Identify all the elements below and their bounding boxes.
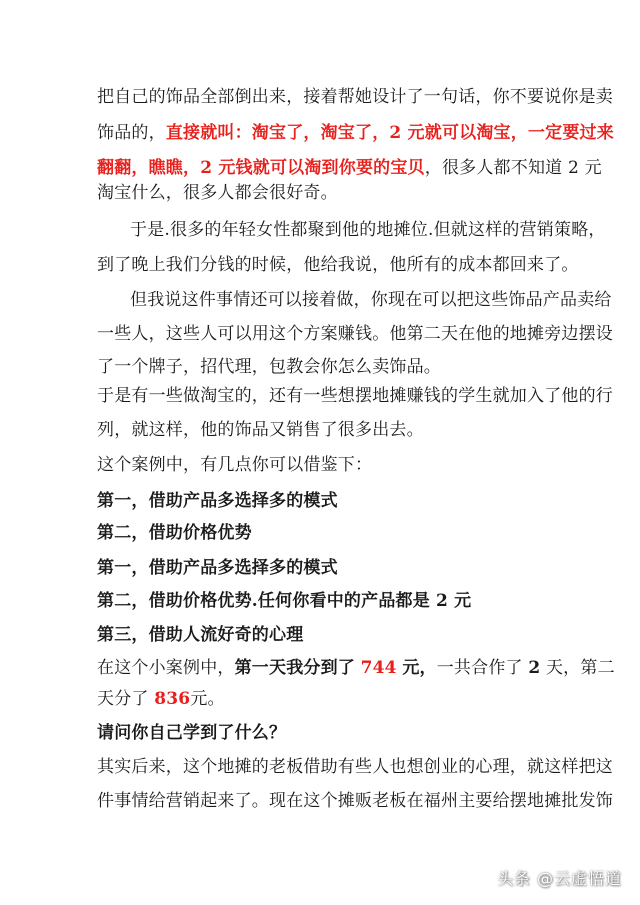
text-run: 元。	[190, 689, 225, 709]
paragraph-7-line-2: 件事情给营销起来了。现在这个摊贩老板在福州主要给摆地摊批发饰	[97, 791, 613, 811]
paragraph-6-line-2	[97, 688, 545, 710]
paragraph-3-line-3: 了一个牌子，招代理，包教会你怎么卖饰品。	[97, 357, 441, 377]
highlight-number: 836	[154, 689, 191, 709]
paragraph-4-line-1: 于是有一些做淘宝的，还有一些想摆地摊赚钱的学生就加入了他的行	[97, 386, 613, 406]
paragraph-4-line-2: 列，就这样，他的饰品又销售了很多出去。	[97, 420, 424, 440]
paragraph-5: 这个案例中，有几点你可以借鉴下：	[97, 455, 373, 475]
point-heading-1: 第一，借助产品多选择多的模式	[97, 491, 338, 511]
highlight-number: 744	[360, 658, 397, 678]
point-heading-5: 第三，借助人流好奇的心理	[97, 625, 304, 645]
paragraph-2-line-2: 到了晚上我们分钱的时候，他给我说，他所有的成本都回来了。	[97, 255, 579, 275]
text-run: ，很多人都不知道 2 元	[424, 158, 602, 178]
text-run: 在这个小案例中，	[97, 658, 235, 678]
paragraph-1-line-3	[97, 157, 602, 179]
paragraph-1-line-4: 淘宝什么，很多人都会很好奇。	[97, 183, 338, 203]
paragraph-3-line-2: 一些人，这些人可以用这个方案赚钱。他第二天在他的地摊旁边摆设	[97, 324, 613, 344]
paragraph-1-line-2	[97, 122, 614, 144]
watermark: 头条 @云虚悟道	[496, 869, 622, 888]
text-run: 第一天我分到了	[234, 658, 356, 678]
paragraph-3-line-1: 但我说这件事情还可以接着做，你现在可以把这些饰品产品卖给	[130, 290, 612, 310]
question-heading: 请问你自己学到了什么？	[97, 723, 287, 743]
text-run: 天分了	[97, 689, 149, 709]
text-run: 元，	[402, 658, 437, 678]
point-heading-3: 第一，借助产品多选择多的模式	[97, 558, 338, 578]
text-run: 饰品的，	[97, 123, 166, 143]
paragraph-7-line-1: 其实后来，这个地摊的老板借助有些人也想创业的心理，就这样把这	[97, 757, 613, 777]
text-run: 一共合作了	[436, 658, 523, 678]
paragraph-1-line-1: 把自己的饰品全部倒出来，接着帮她设计了一句话，你不要说你是卖	[97, 87, 613, 107]
highlight-text: 翻翻，瞧瞧，2 元钱就可以淘到你要的宝贝	[97, 158, 425, 178]
paragraph-2-line-1: 于是.很多的年轻女性都聚到他的地摊位.但就这样的营销策略，	[130, 220, 606, 240]
text-run: 天，第二	[545, 658, 615, 678]
point-heading-2: 第二，借助价格优势	[97, 523, 252, 543]
paragraph-6-line-1	[97, 657, 615, 679]
point-heading-4: 第二，借助价格优势.任何你看中的产品都是 2 元	[97, 591, 472, 611]
text-run: 2	[528, 658, 541, 678]
highlight-text: 直接就叫：淘宝了，淘宝了，2 元就可以淘宝，一定要过来	[165, 123, 614, 143]
